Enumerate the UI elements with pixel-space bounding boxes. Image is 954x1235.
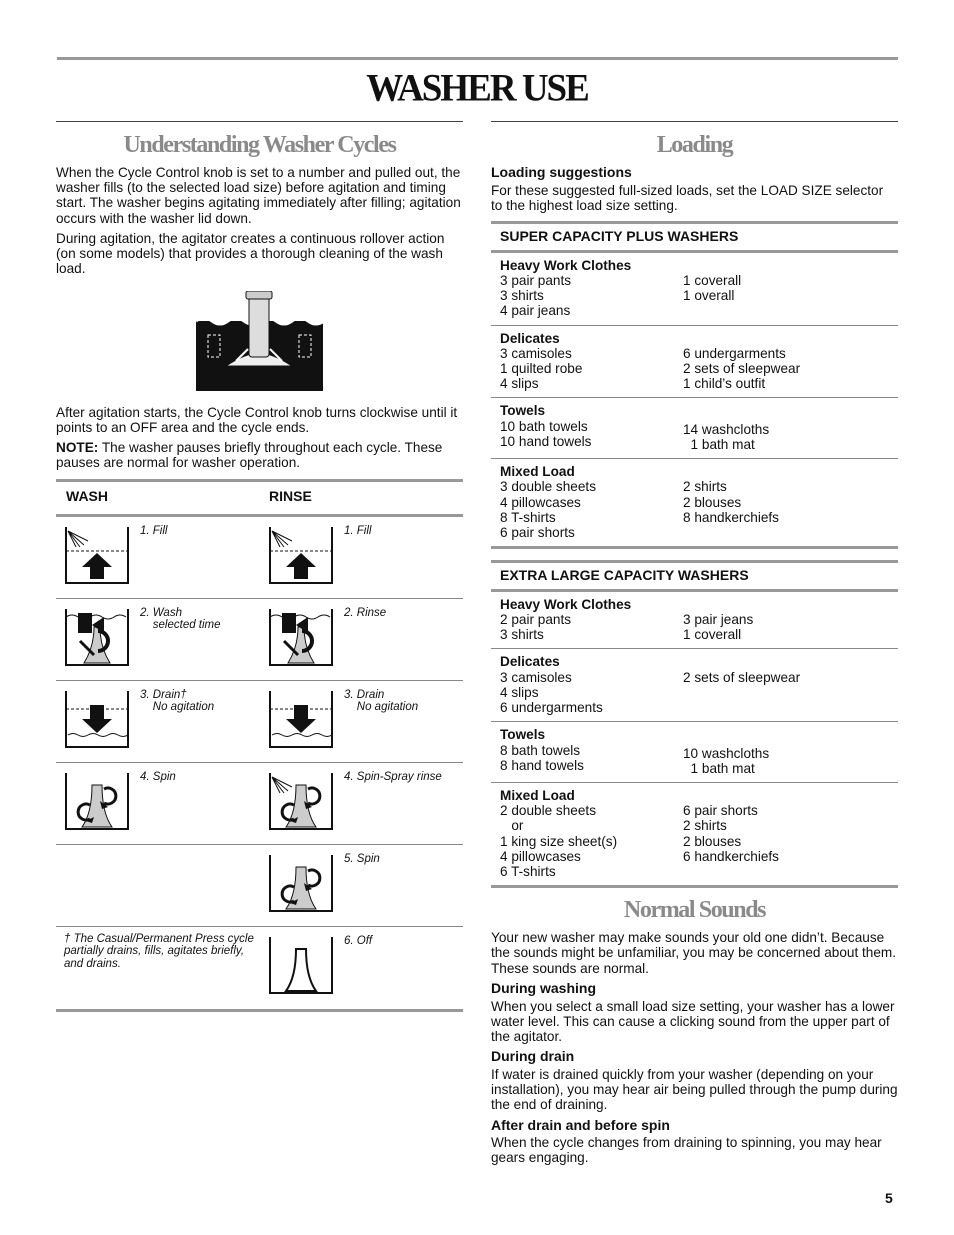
fill-icon bbox=[64, 525, 130, 587]
load-group bbox=[491, 722, 898, 783]
loading-suggestions-text: For these suggested full-sized loads, set the LOAD SIZE selector to the highest load size setting. bbox=[491, 182, 884, 213]
load-group-title: Towels bbox=[500, 727, 546, 743]
load-item: 4 slips bbox=[500, 684, 539, 700]
load-item: 1 overall bbox=[683, 288, 735, 304]
load-item: 4 pair jeans bbox=[500, 303, 571, 319]
load-item: 2 shirts bbox=[683, 818, 727, 834]
rinse-step bbox=[268, 845, 468, 926]
load-group-title: Mixed Load bbox=[500, 788, 575, 804]
load-item: 1 coverall bbox=[683, 272, 742, 288]
load-group-column bbox=[683, 803, 889, 879]
load-item: 8 hand towels bbox=[500, 757, 584, 773]
note-text: The washer pauses briefly throughout each cycle. These pauses are normal for washer operation. bbox=[56, 440, 443, 471]
load-item: or bbox=[500, 818, 524, 834]
page-title: WASHER USE bbox=[366, 66, 588, 111]
load-item: 3 shirts bbox=[500, 627, 544, 643]
load-group bbox=[491, 592, 898, 650]
during-drain-title: During drain bbox=[491, 1048, 575, 1065]
load-item: 4 slips bbox=[500, 376, 539, 392]
load-group-column bbox=[500, 419, 683, 452]
fill-icon bbox=[268, 525, 334, 587]
load-item: 8 handkerchiefs bbox=[683, 509, 779, 525]
extra-capacity-title: EXTRA LARGE CAPACITY WASHERS bbox=[491, 560, 898, 592]
rinse-step-label: 3. Drain No agitation bbox=[344, 688, 419, 714]
load-item: 1 child’s outfit bbox=[683, 376, 766, 392]
load-item: 6 T-shirts bbox=[500, 864, 556, 880]
load-item: 14 washcloths bbox=[683, 421, 770, 437]
top-rule bbox=[57, 57, 898, 60]
rinse-step-label: 2. Rinse bbox=[344, 606, 387, 619]
load-item: 3 pair jeans bbox=[683, 612, 754, 628]
load-item: 6 handkerchiefs bbox=[683, 848, 779, 864]
load-group-column bbox=[500, 479, 683, 540]
during-drain-text: If water is drained quickly from your washer (depending on your installation), you may hear air being pulled through the pump during the end of draining. bbox=[491, 1066, 898, 1113]
rinse-step-label: 5. Spin bbox=[344, 852, 380, 865]
load-group-title: Delicates bbox=[500, 654, 560, 670]
rinse-step bbox=[268, 681, 468, 762]
load-group-column bbox=[683, 479, 889, 540]
cycles-para-1: When the Cycle Control knob is set to a number and pulled out, the washer fills (to the selected load size) before agitation and timing start. The washer begins agitating immediately after filling; agitation occurs with the washer lid down. bbox=[56, 164, 461, 226]
loading-heading: Loading bbox=[656, 132, 733, 158]
rinse-step bbox=[268, 763, 468, 844]
left-column bbox=[56, 121, 463, 1012]
wash-step-label: 2. Wash selected time bbox=[140, 606, 221, 632]
wash-agitate-icon bbox=[64, 607, 130, 669]
load-item: 2 sets of sleepwear bbox=[683, 669, 801, 685]
wash-header: WASH bbox=[66, 487, 108, 504]
load-item: 4 pillowcases bbox=[500, 848, 581, 864]
load-item: 4 pillowcases bbox=[500, 494, 581, 510]
load-group-column bbox=[500, 803, 683, 879]
normal-sounds-heading: Normal Sounds bbox=[623, 897, 766, 924]
load-group bbox=[491, 253, 898, 326]
load-item: 2 pair pants bbox=[500, 612, 572, 628]
load-group-column bbox=[683, 346, 889, 392]
cycles-heading: Understanding Washer Cycles bbox=[123, 132, 396, 158]
cycle-row bbox=[56, 599, 463, 681]
load-group-title: Mixed Load bbox=[500, 464, 575, 480]
load-group-column bbox=[683, 612, 889, 642]
drain-icon bbox=[268, 689, 334, 751]
load-group bbox=[491, 459, 898, 549]
rinse-step-label: 4. Spin-Spray rinse bbox=[344, 770, 442, 783]
load-item: 8 bath towels bbox=[500, 742, 581, 758]
right-column bbox=[491, 121, 898, 1171]
load-group-column bbox=[683, 670, 889, 716]
load-group-column bbox=[500, 346, 683, 392]
before-spin-title: After drain and before spin bbox=[491, 1116, 670, 1133]
wash-step bbox=[64, 599, 264, 680]
wash-step-label: 4. Spin bbox=[140, 770, 176, 783]
wash-step bbox=[64, 681, 264, 762]
load-item: 1 bath mat bbox=[683, 760, 755, 776]
cycles-note bbox=[56, 440, 463, 470]
rinse-step bbox=[268, 927, 468, 1008]
load-group bbox=[491, 783, 898, 888]
section-rule bbox=[56, 121, 463, 122]
extra-capacity-table bbox=[491, 560, 898, 888]
load-group-title: Heavy Work Clothes bbox=[500, 257, 632, 273]
cycle-row bbox=[56, 845, 463, 927]
cycle-table-header bbox=[56, 479, 463, 517]
during-washing-title: During washing bbox=[491, 979, 596, 996]
load-item: 1 king size sheet(s) bbox=[500, 833, 618, 849]
load-item: 2 blouses bbox=[683, 833, 742, 849]
load-group-title: Heavy Work Clothes bbox=[500, 596, 632, 612]
load-item: 3 double sheets bbox=[500, 479, 596, 495]
cycle-footnote: † The Casual/Permanent Press cycle partially drains, fills, agitates briefly, and drains. bbox=[64, 932, 254, 970]
load-item: 2 double sheets bbox=[500, 803, 596, 819]
rinse-step bbox=[268, 517, 468, 598]
super-capacity-table bbox=[491, 221, 898, 549]
load-item: 2 sets of sleepwear bbox=[683, 360, 801, 376]
load-group bbox=[491, 398, 898, 459]
load-item: 10 hand towels bbox=[500, 433, 592, 449]
load-group-column bbox=[683, 419, 889, 452]
load-group-column bbox=[683, 273, 889, 319]
load-group bbox=[491, 326, 898, 399]
spin-spray-icon bbox=[268, 771, 334, 833]
during-washing-text: When you select a small load size setting, your washer has a lower water level. This can cause a clicking sound from the upper part of the agitator. bbox=[491, 998, 895, 1044]
load-item: 1 quilted robe bbox=[500, 360, 583, 376]
load-item: 6 pair shorts bbox=[683, 803, 758, 819]
wash-step-label: 3. Drain† No agitation bbox=[140, 688, 215, 714]
cycle-row bbox=[56, 681, 463, 763]
rinse-step-label: 1. Fill bbox=[344, 524, 372, 537]
load-item: 10 washcloths bbox=[683, 745, 770, 761]
rinse-step bbox=[268, 599, 468, 680]
load-item: 3 shirts bbox=[500, 288, 544, 304]
page-number: 5 bbox=[885, 1190, 893, 1206]
load-item: 6 pair shorts bbox=[500, 524, 575, 540]
spin-icon bbox=[64, 771, 130, 833]
load-item: 1 bath mat bbox=[683, 436, 755, 452]
loading-suggestions-title: Loading suggestions bbox=[491, 163, 632, 180]
rinse-agitate-icon bbox=[268, 607, 334, 669]
load-item: 3 camisoles bbox=[500, 345, 572, 361]
load-item: 3 pair pants bbox=[500, 272, 572, 288]
rinse-header: RINSE bbox=[269, 487, 312, 504]
load-item: 8 T-shirts bbox=[500, 509, 556, 525]
load-group-column bbox=[500, 670, 683, 716]
wash-step bbox=[64, 517, 264, 598]
section-rule bbox=[491, 121, 898, 122]
agitator-illustration bbox=[196, 291, 323, 391]
load-group-column bbox=[500, 612, 683, 642]
load-group-title: Towels bbox=[500, 403, 546, 419]
note-label: NOTE: bbox=[56, 440, 99, 456]
load-group bbox=[491, 649, 898, 722]
load-item: 6 undergarments bbox=[683, 345, 786, 361]
cycle-row bbox=[56, 517, 463, 599]
load-group-column bbox=[683, 743, 889, 776]
load-item: 3 camisoles bbox=[500, 669, 572, 685]
cycle-row bbox=[56, 763, 463, 845]
cycles-para-2: During agitation, the agitator creates a continuous rollover action (on some models) that provides a thorough cleaning of the wash load. bbox=[56, 230, 445, 277]
load-item: 2 blouses bbox=[683, 494, 742, 510]
super-capacity-title: SUPER CAPACITY PLUS WASHERS bbox=[491, 221, 898, 253]
wash-step-label: 1. Fill bbox=[140, 524, 168, 537]
load-group-column bbox=[500, 743, 683, 776]
load-group-title: Delicates bbox=[500, 330, 560, 346]
spin-icon bbox=[268, 853, 334, 915]
cycle-table bbox=[56, 479, 463, 1012]
drain-icon bbox=[64, 689, 130, 751]
load-group-column bbox=[500, 273, 683, 319]
load-item: 10 bath towels bbox=[500, 418, 588, 434]
load-item: 2 shirts bbox=[683, 479, 727, 495]
load-item: 6 undergarments bbox=[500, 700, 603, 716]
footnote-cell bbox=[64, 927, 264, 1008]
cycle-row bbox=[56, 927, 463, 1012]
load-item: 1 coverall bbox=[683, 627, 742, 643]
cycles-para-3: After agitation starts, the Cycle Control knob turns clockwise until it points to an OFF area and the cycle ends. bbox=[56, 404, 458, 435]
wash-step bbox=[64, 763, 264, 844]
sounds-intro: Your new washer may make sounds your old one didn’t. Because the sounds might be unfamiliar, you may be concerned about them. These sounds are normal. bbox=[491, 930, 897, 976]
rinse-step-label: 6. Off bbox=[344, 934, 373, 947]
off-icon bbox=[268, 935, 334, 997]
before-spin-text: When the cycle changes from draining to spinning, you may hear gears engaging. bbox=[491, 1135, 882, 1166]
